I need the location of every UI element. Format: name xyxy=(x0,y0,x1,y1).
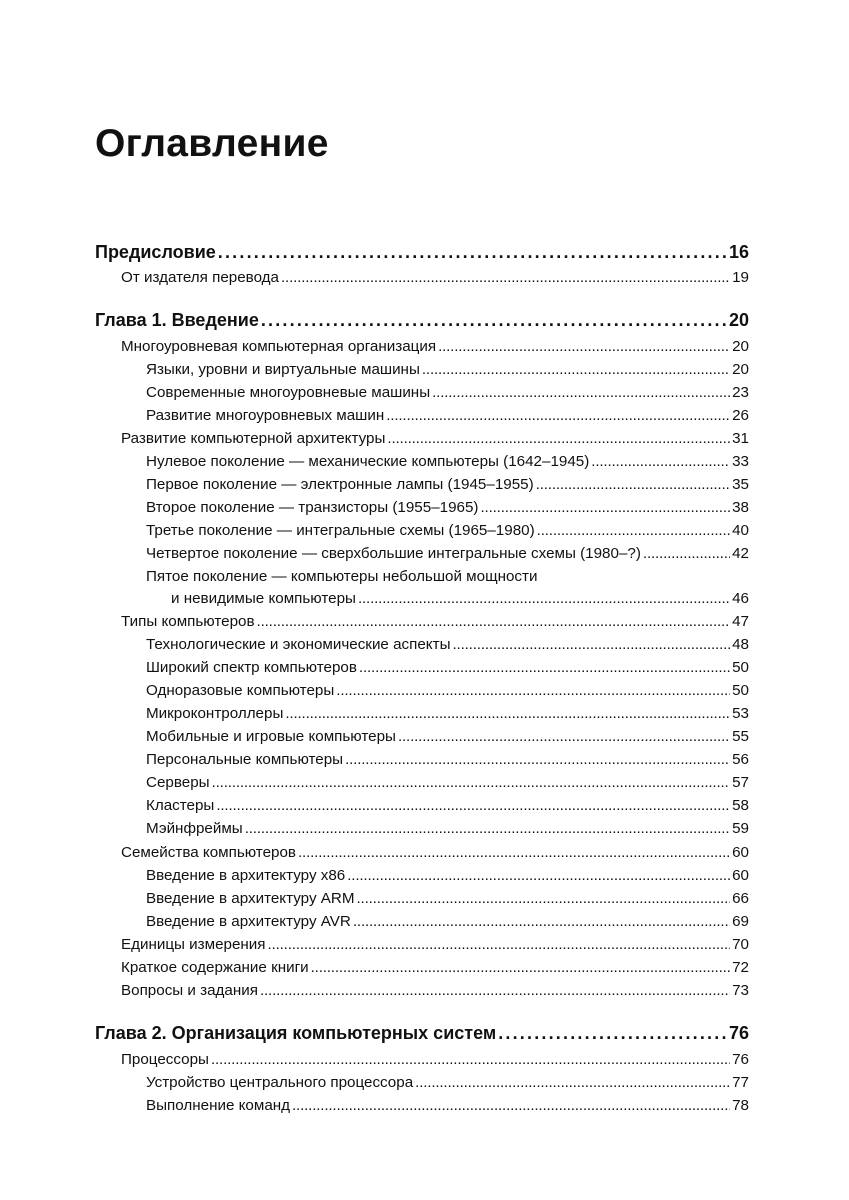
toc-entry-label: Четвертое поколение — сверхбольшие интегральные схемы (1980–?) xyxy=(146,545,641,562)
toc-entry-evolution-multilevel[interactable] xyxy=(146,406,749,426)
dot-leader xyxy=(643,544,730,564)
toc-entry-label: Предисловие xyxy=(95,242,216,262)
toc-entry-label: Введение в архитектуру AVR xyxy=(146,913,351,930)
toc-entry-servers[interactable] xyxy=(146,773,749,793)
dot-leader xyxy=(357,889,731,909)
toc-entry-label: Языки, уровни и виртуальные машины xyxy=(146,361,420,378)
toc-entry-label: Серверы xyxy=(146,774,210,791)
toc-entry-page: 76 xyxy=(732,1051,749,1068)
dot-leader xyxy=(537,521,730,541)
toc-entry-page: 60 xyxy=(732,844,749,861)
toc-entry-label: Широкий спектр компьютеров xyxy=(146,659,357,676)
toc-entry-label: Выполнение команд xyxy=(146,1097,291,1114)
toc-entry-page: 48 xyxy=(732,636,749,653)
toc-entry-cpu-organization[interactable] xyxy=(146,1073,749,1093)
toc-entry-label: Первое поколение — электронные лампы (1945–1955) xyxy=(146,476,534,493)
toc-entry-page: 57 xyxy=(732,774,749,791)
toc-entry-label: Процессоры xyxy=(121,1051,209,1068)
toc-entry-chapter-2[interactable] xyxy=(95,1021,749,1045)
toc-entry-page: 20 xyxy=(732,338,749,355)
toc-entry-label: Третье поколение — интегральные схемы (1965–1980) xyxy=(146,522,535,539)
toc-entry-label: Микроконтроллеры xyxy=(146,705,284,722)
toc-entry-page: 58 xyxy=(732,797,749,814)
toc-entry-page: 42 xyxy=(732,545,749,562)
toc-entry-page: 69 xyxy=(732,913,749,930)
toc-entry-generation-3[interactable] xyxy=(146,521,749,541)
toc-entry-label: Глава 1. Введение xyxy=(95,310,259,330)
dot-leader xyxy=(268,935,731,955)
toc-entry-page: 19 xyxy=(732,269,749,286)
toc-entry-instruction-execution[interactable] xyxy=(146,1096,749,1116)
toc-entry-generation-2[interactable] xyxy=(146,498,749,518)
toc-entry-computer-families[interactable] xyxy=(121,843,749,863)
toc-entry-architecture-evolution[interactable] xyxy=(121,429,749,449)
toc-entry-generation-1[interactable] xyxy=(146,475,749,495)
dot-leader xyxy=(481,498,731,518)
dot-leader xyxy=(216,796,730,816)
toc-entry-label: Краткое содержание книги xyxy=(121,959,309,976)
dot-leader xyxy=(453,635,731,655)
toc-entry-questions[interactable] xyxy=(121,981,749,1001)
toc-entry-clusters[interactable] xyxy=(146,796,749,816)
toc-entry-label: Одноразовые компьютеры xyxy=(146,682,335,699)
toc-entry-page: 70 xyxy=(732,936,749,953)
toc-entry-label: и невидимые компьютеры xyxy=(171,590,356,607)
toc-entry-label: Введение в архитектуру ARM xyxy=(146,890,355,907)
toc-entry-multilevel-organization[interactable] xyxy=(121,337,749,357)
toc-entry-microcontrollers[interactable] xyxy=(146,704,749,724)
toc-entry-generation-0[interactable] xyxy=(146,452,749,472)
toc-entry-page: 38 xyxy=(732,499,749,516)
toc-entry-x86[interactable] xyxy=(146,866,749,886)
toc-entry-page: 72 xyxy=(732,959,749,976)
dot-leader xyxy=(432,383,730,403)
dot-leader xyxy=(591,452,730,472)
dot-leader xyxy=(218,240,727,264)
toc-entry-page: 50 xyxy=(732,682,749,699)
dot-leader xyxy=(347,866,730,886)
dot-leader xyxy=(536,475,730,495)
toc-entry-page: 59 xyxy=(732,820,749,837)
toc-entry-page: 60 xyxy=(732,867,749,884)
toc-entry-page: 35 xyxy=(732,476,749,493)
toc-entry-page: 50 xyxy=(732,659,749,676)
toc-entry-page: 31 xyxy=(732,430,749,447)
toc-entry-label: Типы компьютеров xyxy=(121,613,255,630)
toc-entry-label: Современные многоуровневые машины xyxy=(146,384,431,401)
toc-entry-processors[interactable] xyxy=(121,1050,749,1070)
toc-entry-computer-types[interactable] xyxy=(121,612,749,632)
toc-entry-page: 20 xyxy=(728,310,749,330)
toc-entry-label: Единицы измерения xyxy=(121,936,266,953)
toc-entry-label: Персональные компьютеры xyxy=(146,751,344,768)
toc-entry-units[interactable] xyxy=(121,935,749,955)
toc-entry-page: 26 xyxy=(732,407,749,424)
toc-entry-page: 78 xyxy=(732,1097,749,1114)
toc-entry-page: 76 xyxy=(728,1023,749,1043)
toc-entry-mobile-gaming[interactable] xyxy=(146,727,749,747)
toc-entry-computer-spectrum[interactable] xyxy=(146,658,749,678)
toc-entry-chapter-1[interactable] xyxy=(95,308,749,332)
toc-entry-personal-computers[interactable] xyxy=(146,750,749,770)
dot-leader xyxy=(336,681,730,701)
dot-leader xyxy=(359,658,730,678)
toc-entry-book-summary[interactable] xyxy=(121,958,749,978)
dot-leader xyxy=(358,589,730,609)
toc-entry-page: 73 xyxy=(732,982,749,999)
toc-entry-label: От издателя перевода xyxy=(121,269,279,286)
dot-leader xyxy=(281,268,730,288)
toc-entry-label: Глава 2. Организация компьютерных систем xyxy=(95,1023,497,1043)
dot-leader xyxy=(422,360,730,380)
toc-entry-label: Мобильные и игровые компьютеры xyxy=(146,728,396,745)
toc-entry-label: Технологические и экономические аспекты xyxy=(146,636,451,653)
toc-entry-generation-5[interactable] xyxy=(171,589,749,609)
toc-entry-label: Устройство центрального процессора xyxy=(146,1074,414,1091)
dot-leader xyxy=(311,958,730,978)
toc-entry-page: 46 xyxy=(732,590,749,607)
dot-leader xyxy=(386,406,730,426)
dot-leader xyxy=(387,429,730,449)
toc-entry-label: Второе поколение — транзисторы (1955–1965) xyxy=(146,499,479,516)
dot-leader xyxy=(245,819,730,839)
toc-entry-languages-levels[interactable] xyxy=(146,360,749,380)
toc-entry-mainframes[interactable] xyxy=(146,819,749,839)
toc-entry-avr[interactable] xyxy=(146,912,749,932)
page-title: Оглавление xyxy=(95,122,329,165)
toc-entry-modern-multilevel[interactable] xyxy=(146,383,749,403)
toc-entry-page: 56 xyxy=(732,751,749,768)
toc-entry-label: Введение в архитектуру x86 xyxy=(146,867,346,884)
toc-entry-page: 53 xyxy=(732,705,749,722)
toc-entry-generation-5-first-line: Пятое поколение — компьютеры небольшой мощности xyxy=(146,568,538,585)
toc-entry-page: 23 xyxy=(732,384,749,401)
dot-leader xyxy=(257,612,731,632)
dot-leader xyxy=(211,1050,730,1070)
toc-entry-label: Развитие компьютерной архитектуры xyxy=(121,430,386,447)
toc-entry-disposable-computers[interactable] xyxy=(146,681,749,701)
dot-leader xyxy=(298,843,730,863)
toc-entry-label: Вопросы и задания xyxy=(121,982,258,999)
toc-entry-tech-econ[interactable] xyxy=(146,635,749,655)
toc-entry-label: Мэйнфреймы xyxy=(146,820,243,837)
toc-entry-page: 55 xyxy=(732,728,749,745)
toc-entry-label: Многоуровневая компьютерная организация xyxy=(121,338,437,355)
dot-leader xyxy=(353,912,730,932)
dot-leader xyxy=(415,1073,730,1093)
dot-leader xyxy=(398,727,730,747)
toc-entry-page: 16 xyxy=(728,242,749,262)
toc-entry-label: Развитие многоуровневых машин xyxy=(146,407,385,424)
dot-leader xyxy=(261,308,727,332)
toc-entry-generation-4[interactable] xyxy=(146,544,749,564)
toc-entry-page: 20 xyxy=(732,361,749,378)
toc-entry-arm[interactable] xyxy=(146,889,749,909)
dot-leader xyxy=(285,704,730,724)
toc-entry-label: Кластеры xyxy=(146,797,215,814)
dot-leader xyxy=(345,750,730,770)
dot-leader xyxy=(292,1096,730,1116)
dot-leader xyxy=(438,337,730,357)
dot-leader xyxy=(498,1021,727,1045)
toc-entry-label: Нулевое поколение — механические компьютеры (1642–1945) xyxy=(146,453,590,470)
dot-leader xyxy=(260,981,730,1001)
dot-leader xyxy=(212,773,731,793)
toc-entry-page: 33 xyxy=(732,453,749,470)
toc-entry-label: Семейства компьютеров xyxy=(121,844,296,861)
toc-entry-page: 66 xyxy=(732,890,749,907)
toc-entry-page: 77 xyxy=(732,1074,749,1091)
toc-entry-page: 40 xyxy=(732,522,749,539)
toc-entry-preface[interactable] xyxy=(95,240,749,264)
toc-entry-page: 47 xyxy=(732,613,749,630)
toc-entry-publisher-note[interactable] xyxy=(121,268,749,288)
